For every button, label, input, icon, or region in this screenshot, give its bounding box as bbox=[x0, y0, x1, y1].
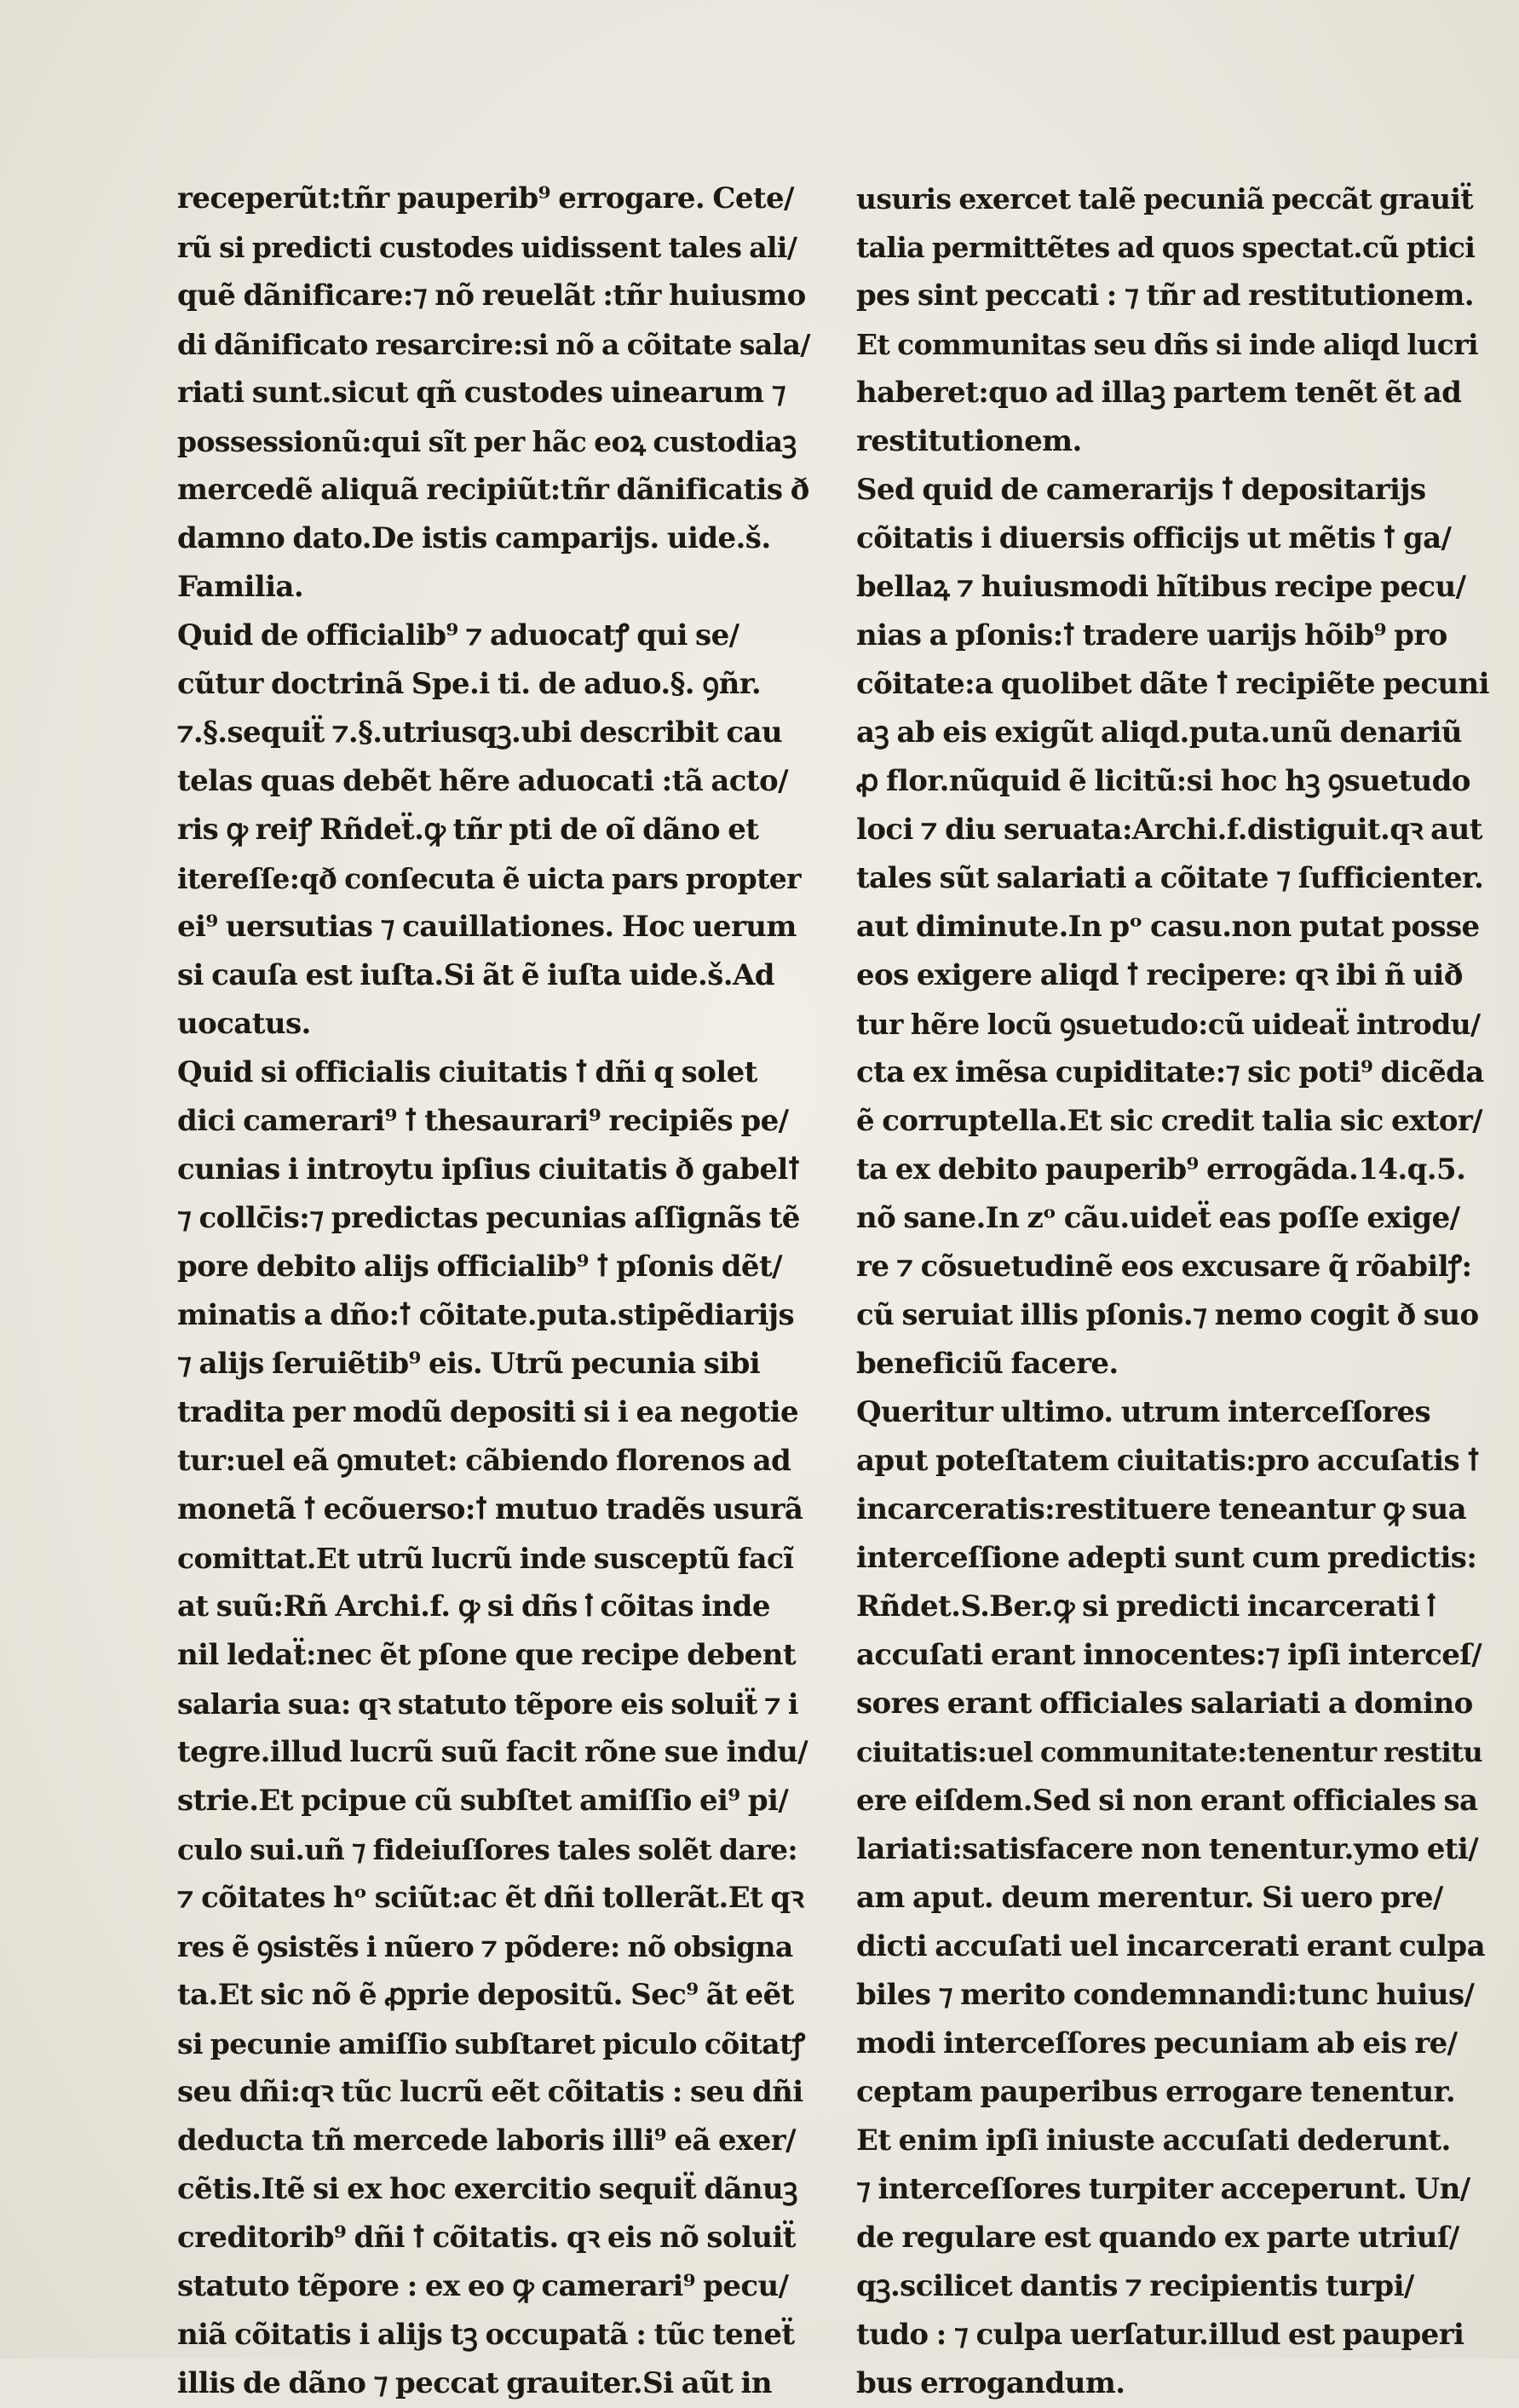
text-line: biles ⁊ merito condemnandi:tunc huius/ bbox=[856, 1978, 1475, 2012]
text-line: ⁊.§.sequiẗ ⁊.§.utriusqꝫ.ubi describit cau bbox=[177, 716, 783, 750]
text-line: riati sunt.sicut qñ custodes uinearum ⁊ bbox=[177, 376, 786, 410]
text-line: quẽ dãnificare:⁊ nõ reuelãt :tñr huiusmo bbox=[177, 279, 806, 313]
text-line: tegre.illud lucrũ suũ facit rõne sue indu/ bbox=[177, 1735, 808, 1769]
text-line: monetã ꝉ ecõuerso:ꝉ mutuo tradẽs usurã bbox=[177, 1492, 803, 1526]
text-line: Familia. bbox=[177, 570, 304, 604]
text-line: nil ledaẗ:nec ẽt pſone que recipe debent bbox=[177, 1638, 796, 1672]
text-line: usuris exercet talẽ pecuniã peccãt grauiẗ bbox=[856, 182, 1474, 216]
text-line: si pecunie amiſſio subſtaret piculo cõitatꝭ bbox=[177, 2027, 805, 2060]
text-line: interceſſione adepti sunt cum predictis: bbox=[856, 1541, 1477, 1575]
text-line: receperũt:tñr pauperib⁹ errogare. Cete/ bbox=[177, 181, 794, 216]
text-line: niã cõitatis i alijs tꝫ occupatã : tũc teneẗ bbox=[177, 2318, 795, 2352]
text-line: bellaꝝ ⁊ huiusmodi hĩtibus recipe pecu/ bbox=[856, 570, 1466, 604]
text-line: tur:uel eã ꝯmutet: cãbiendo florenos ad bbox=[177, 1444, 791, 1478]
text-line: res ẽ ꝯsistẽs i nũero ⁊ põdere: nõ obsigna bbox=[177, 1930, 793, 1963]
text-line: damno dato.De istis camparijs. uide.š. bbox=[177, 521, 771, 555]
text-line: tradita per modũ depositi si i ea negotie bbox=[177, 1395, 799, 1429]
text-line: pes sint peccati : ⁊ tñr ad restitutionem. bbox=[856, 279, 1474, 313]
text-line: cẽtis.Itẽ si ex hoc exercitio sequiẗ dãnuꝫ bbox=[177, 2172, 797, 2206]
text-line: cũ seruiat illis pſonis.⁊ nemo cogit ð suo bbox=[856, 1298, 1479, 1332]
text-line: modi interceſſores pecuniam ab eis re/ bbox=[856, 2026, 1458, 2060]
text-line: ere eiſdem.Sed si non erant officiales sa bbox=[856, 1784, 1478, 1818]
text-line: cunias i introytu ipſius ciuitatis ð gabelꝉ bbox=[177, 1152, 800, 1187]
text-line: culo sui.uñ ⁊ fideiuſſores tales solẽt dare: bbox=[177, 1833, 797, 1866]
text-line: aꝫ ab eis exigũt aliqd.puta.unũ denariũ bbox=[856, 716, 1462, 750]
text-line: salaria sua: qꝛ statuto tẽpore eis soluiẗ ⁊ i bbox=[177, 1687, 798, 1721]
text-line: possessionũ:qui sĩt per hãc eoꝝ custodiaꝫ bbox=[177, 425, 797, 458]
text-line: ⁊ alijs ſeruiẽtib⁹ eis. Utrũ pecunia sibi bbox=[177, 1347, 761, 1381]
text-line: illis de dãno ⁊ peccat grauiter.Si aũt in bbox=[177, 2366, 772, 2400]
left-text-column bbox=[177, 175, 812, 2408]
text-line: sores erant officiales salariati a domino bbox=[856, 1687, 1473, 1721]
text-line: uocatus. bbox=[177, 1007, 311, 1041]
text-line: aput poteſtatem ciuitatis:pro accuſatis ꝉ bbox=[856, 1444, 1480, 1478]
text-line: ciuitatis:uel communitate:tenentur restitu bbox=[856, 1736, 1483, 1768]
text-line: Sed quid de camerarijs ꝉ depositarijs bbox=[856, 473, 1426, 507]
text-line: at suũ:Rñ Archi.f. ꝙ si dñs ꝉ cõitas inde bbox=[177, 1589, 770, 1624]
text-line: tudo : ⁊ culpa uerſatur.illud est pauperi bbox=[856, 2318, 1464, 2352]
text-line: restitutionem. bbox=[856, 424, 1082, 458]
text-line: am aput. deum merentur. Si uero pre/ bbox=[856, 1881, 1443, 1915]
text-line: pore debito alijs officialib⁹ ꝉ pſonis dẽt/ bbox=[177, 1250, 782, 1284]
text-line: aut diminute.In pᵒ casu.non putat posse bbox=[856, 910, 1480, 944]
text-line: accuſati erant innocentes:⁊ ipſi interceſ/ bbox=[856, 1638, 1482, 1672]
text-line: ceptam pauperibus errogare tenentur. bbox=[856, 2075, 1456, 2109]
text-line: talia permittẽtes ad quos spectat.cũ ptici bbox=[856, 231, 1476, 264]
text-line: nias a pſonis:ꝉ tradere uarijs hõib⁹ pro bbox=[856, 618, 1447, 652]
text-line: Et enim ipſi iniuste accuſati dederunt. bbox=[856, 2124, 1451, 2158]
text-line: nõ sane.In zᵒ cãu.uideẗ eas poſſe exige/ bbox=[856, 1201, 1460, 1235]
text-line: dicti accuſati uel incarcerati erant culpa bbox=[856, 1929, 1486, 1963]
text-line: Et communitas seu dñs si inde aliqd lucri bbox=[856, 328, 1478, 361]
text-line: Quid de officialib⁹ ⁊ aduocatꝭ qui se/ bbox=[177, 618, 739, 652]
text-line: incarceratis:restituere teneantur ꝙ sua bbox=[856, 1492, 1467, 1526]
text-line: ei⁹ uersutias ⁊ cauillationes. Hoc uerum bbox=[177, 910, 797, 944]
text-line: si cauſa est iuſta.Si ãt ẽ iuſta uide.š.Ad bbox=[177, 958, 774, 992]
text-line: ris ꝙ reiꝭ Rñdeẗ.ꝙ tñr pti de oĩ dãno et bbox=[177, 813, 759, 847]
text-line: cũtur doctrinã Spe.i ti. de aduo.§. ꝯñr. bbox=[177, 667, 762, 701]
text-line: dici camerari⁹ ꝉ thesaurari⁹ recipiẽs pe/ bbox=[177, 1104, 789, 1138]
text-line: tur hẽre locũ ꝯsuetudo:cũ uideaẗ introdu/ bbox=[856, 1008, 1481, 1041]
text-line: lariati:satisfacere non tenentur.ymo eti/ bbox=[856, 1832, 1479, 1866]
text-line: di dãnificato resarcire:si nõ a cõitate sala/ bbox=[177, 328, 810, 361]
text-line: comittat.Et utrũ lucrũ inde susceptũ facĩ bbox=[177, 1542, 794, 1575]
text-line: Quid si officialis ciuitatis ꝉ dñi q solet bbox=[177, 1055, 757, 1089]
text-line: ⁊ interceſſores turpiter acceperunt. Un/ bbox=[856, 2172, 1470, 2206]
text-line: tales sũt salariati a cõitate ⁊ ſufficienter. bbox=[856, 861, 1484, 895]
text-line: eos exigere aliqd ꝉ recipere: qꝛ ibi ñ uið bbox=[856, 958, 1463, 992]
text-line: ta ex debito pauperib⁹ errogãda.14.q.5. bbox=[856, 1152, 1466, 1187]
text-line: creditorib⁹ dñi ꝉ cõitatis. qꝛ eis nõ soluiẗ bbox=[177, 2221, 796, 2255]
text-line: Queritur ultimo. utrum interceſſores bbox=[856, 1395, 1431, 1429]
text-line: ⁊ cõitates hᵒ sciũt:ac ẽt dñi tollerãt.Et qꝛ bbox=[177, 1881, 804, 1915]
text-line: re ⁊ cõsuetudinẽ eos excusare q̃ rõabilꝭ: bbox=[856, 1250, 1472, 1284]
text-line: mercedẽ aliquã recipiũt:tñr dãnificatis ð bbox=[177, 473, 809, 507]
text-line: telas quas debẽt hẽre aduocati :tã acto/ bbox=[177, 764, 788, 798]
text-line: strie.Et pcipue cũ subſtet amiſſio ei⁹ pi/ bbox=[177, 1784, 789, 1818]
text-line: cõitatis i diuersis officijs ut mẽtis ꝉ ga/ bbox=[856, 521, 1452, 555]
text-line: cõitate:a quolibet dãte ꝉ recipiẽte pecuni bbox=[856, 667, 1489, 701]
text-line: seu dñi:qꝛ tũc lucrũ eẽt cõitatis : seu dñi bbox=[177, 2075, 803, 2109]
text-line: bus errogandum. bbox=[856, 2366, 1125, 2400]
text-line: Rñdet.S.Ber.ꝙ si predicti incarcerati ꝉ bbox=[856, 1589, 1435, 1624]
right-text-column bbox=[856, 175, 1491, 2408]
text-line: ẽ corruptella.Et sic credit talia sic extor/ bbox=[856, 1104, 1482, 1138]
text-line: loci ⁊ diu seruata:Archi.f.distiguit.qꝛ aut bbox=[856, 813, 1482, 847]
text-line: ta.Et sic nõ ẽ ꝓprie depositũ. Sec⁹ ãt eẽt bbox=[177, 1978, 794, 2012]
text-line: de regulare est quando ex parte utriuſ/ bbox=[856, 2221, 1459, 2255]
text-line: deducta tñ mercede laboris illi⁹ eã exer/ bbox=[177, 2124, 796, 2158]
text-line: qꝫ.scilicet dantis ⁊ recipientis turpi/ bbox=[856, 2269, 1414, 2303]
text-line: rũ si predicti custodes uidissent tales ali/ bbox=[177, 231, 797, 264]
text-line: beneficiũ facere. bbox=[856, 1347, 1119, 1381]
text-line: haberet:quo ad illaꝫ partem tenẽt ẽt ad bbox=[856, 376, 1462, 410]
text-line: ꝓ flor.nũquid ẽ licitũ:si hoc hꝫ ꝯsuetudo bbox=[856, 764, 1470, 798]
text-line: ⁊ collc̄is:⁊ predictas pecunias aſſignãs tẽ bbox=[177, 1201, 800, 1235]
text-line: itereſſe:qð conſecuta ẽ uicta pars propter bbox=[177, 862, 801, 895]
text-line: minatis a dño:ꝉ cõitate.puta.stipẽdiarijs bbox=[177, 1298, 795, 1332]
text-line: cta ex imẽsa cupiditate:⁊ sic poti⁹ dicẽda bbox=[856, 1055, 1484, 1089]
text-line: statuto tẽpore : ex eo ꝙ camerari⁹ pecu/ bbox=[177, 2269, 789, 2303]
